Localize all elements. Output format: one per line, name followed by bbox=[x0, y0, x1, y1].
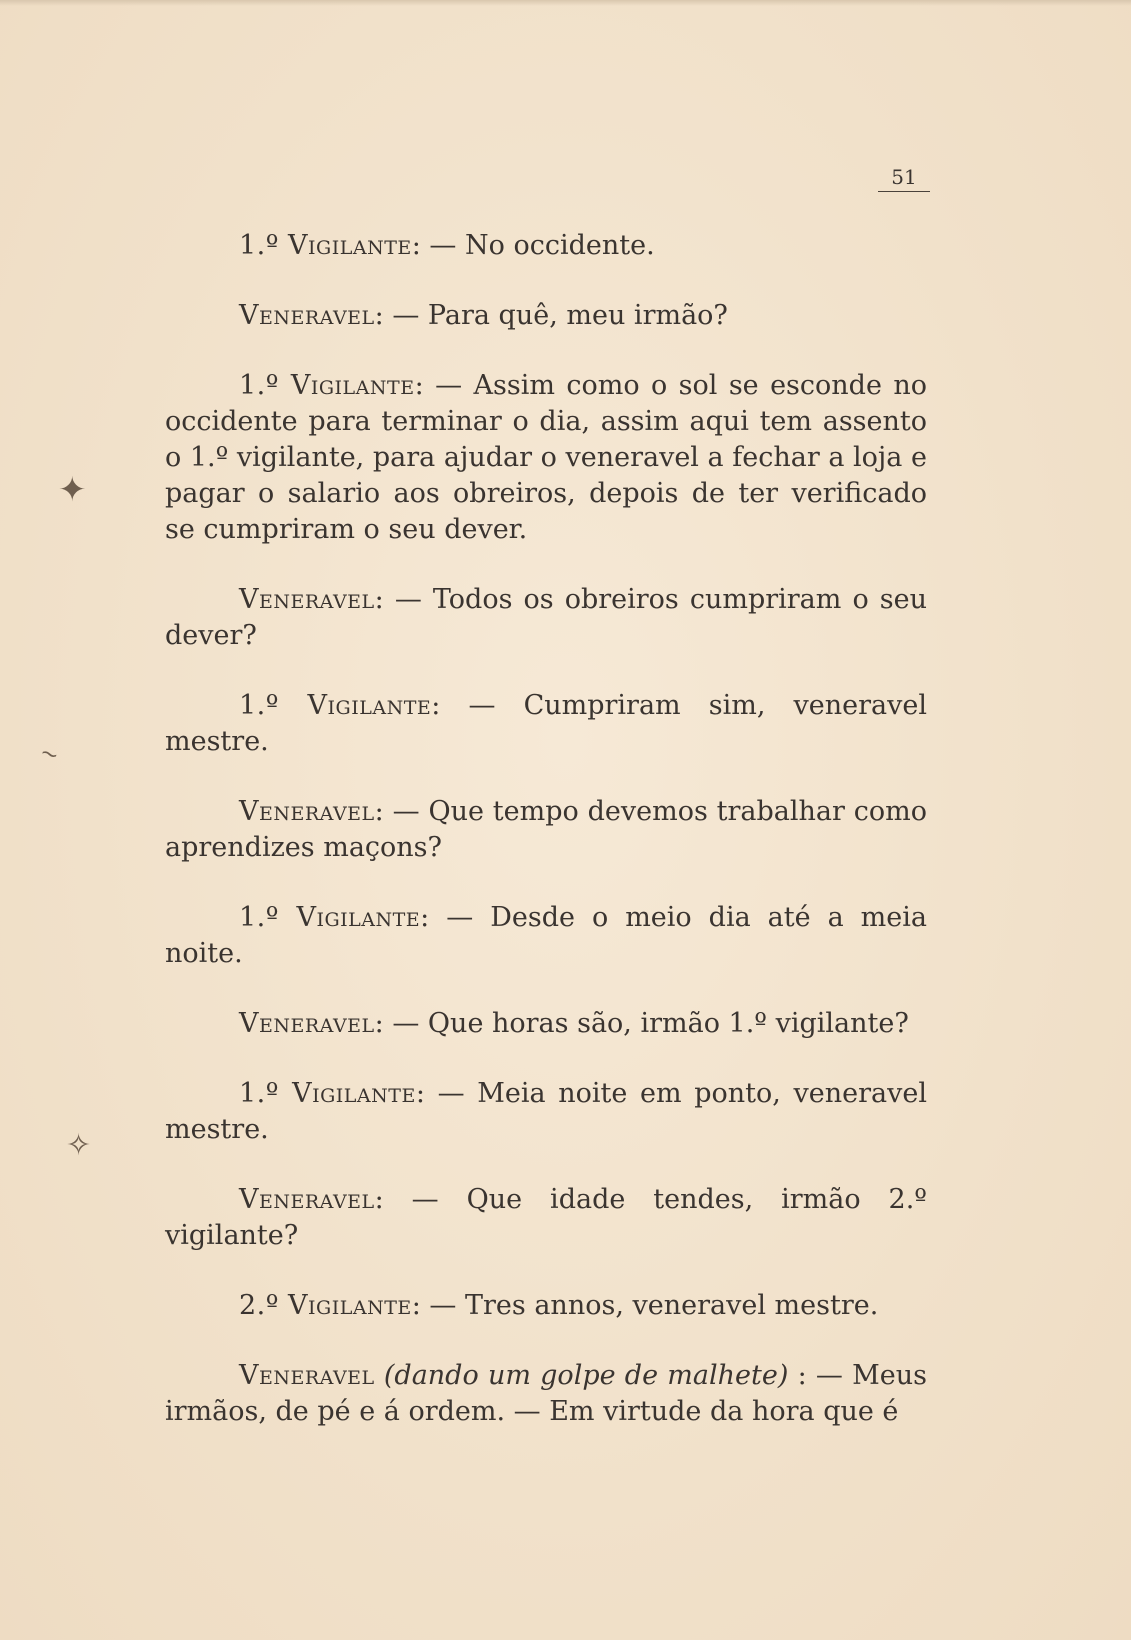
ink-stain-mark: ✧ bbox=[66, 1128, 92, 1163]
dialogue-paragraph bbox=[165, 1006, 927, 1042]
dialogue-paragraph bbox=[165, 1358, 927, 1430]
speaker-name: Veneravel bbox=[239, 796, 375, 827]
separator: : — bbox=[374, 1184, 467, 1215]
page-number: 51 bbox=[878, 165, 930, 192]
speaker-name: Veneravel bbox=[239, 1184, 375, 1215]
page-top-edge bbox=[0, 0, 1131, 6]
dialogue-paragraph bbox=[165, 688, 927, 760]
dialogue-paragraph bbox=[165, 1076, 927, 1148]
dialogue-paragraph bbox=[165, 228, 927, 264]
speaker-name: 1.º Vigilante bbox=[239, 370, 415, 401]
dialogue-paragraph bbox=[165, 298, 927, 334]
separator: : — bbox=[788, 1360, 853, 1391]
speech-text: Cumpriram sim, veneravel mestre. bbox=[165, 690, 928, 757]
separator: : — bbox=[414, 370, 474, 401]
dialogue-paragraph bbox=[165, 900, 927, 972]
speaker-name: 1.º Vigilante bbox=[239, 1078, 416, 1109]
speaker-name: Veneravel bbox=[239, 1360, 375, 1391]
speaker-name: Veneravel bbox=[239, 300, 375, 331]
separator: : — bbox=[374, 300, 428, 331]
speech-text: Assim como o sol se esconde no occidente para terminar o dia, assim aqui tem assento o 1.º vigilante, para ajudar o veneravel a fechar a loja e pagar o salario aos obreiros, depois de ter verificado se cumpriram o seu dever. bbox=[165, 370, 927, 545]
speaker-name: 2.º Vigilante bbox=[239, 1290, 412, 1321]
speech-text: Desde o meio dia até a meia noite. bbox=[165, 902, 927, 969]
separator: : — bbox=[431, 690, 524, 721]
speaker-name: 1.º Vigilante bbox=[239, 902, 421, 933]
ink-stain-mark: ~ bbox=[36, 739, 63, 770]
speech-text: No occidente. bbox=[465, 230, 655, 261]
speech-text: Tres annos, veneravel mestre. bbox=[465, 1290, 879, 1321]
separator: : — bbox=[420, 902, 491, 933]
separator: : — bbox=[411, 1290, 465, 1321]
dialogue-text bbox=[165, 228, 927, 1464]
dialogue-paragraph bbox=[165, 582, 927, 654]
speaker-name: Veneravel bbox=[239, 1008, 375, 1039]
separator: : — bbox=[374, 796, 429, 827]
separator: : — bbox=[374, 1008, 428, 1039]
stage-direction: (dando um golpe de malhete) bbox=[374, 1360, 789, 1391]
speech-text: Que idade tendes, irmão 2.º vigilante? bbox=[165, 1184, 928, 1251]
speech-text: Todos os obreiros cumpriram o seu dever? bbox=[165, 584, 927, 651]
speaker-name: Veneravel bbox=[239, 584, 375, 615]
speech-text: Que horas são, irmão 1.º vigilante? bbox=[427, 1008, 909, 1039]
dialogue-paragraph bbox=[165, 794, 927, 866]
ink-stain-mark: ✦ bbox=[58, 470, 87, 510]
speech-text: Que tempo devemos trabalhar como aprendizes maçons? bbox=[165, 796, 928, 863]
speaker-name: 1.º Vigilante bbox=[239, 690, 432, 721]
separator: : — bbox=[411, 230, 465, 261]
separator: : — bbox=[374, 584, 433, 615]
speech-text: Para quê, meu irmão? bbox=[427, 300, 728, 331]
dialogue-paragraph bbox=[165, 1182, 927, 1254]
separator: : — bbox=[415, 1078, 478, 1109]
dialogue-paragraph bbox=[165, 368, 927, 548]
speech-text: Meus irmãos, de pé e á ordem. — Em virtude da hora que é bbox=[165, 1360, 927, 1427]
speaker-name: 1.º Vigilante bbox=[239, 230, 412, 261]
speech-text: Meia noite em ponto, veneravel mestre. bbox=[165, 1078, 928, 1145]
dialogue-paragraph bbox=[165, 1288, 927, 1324]
